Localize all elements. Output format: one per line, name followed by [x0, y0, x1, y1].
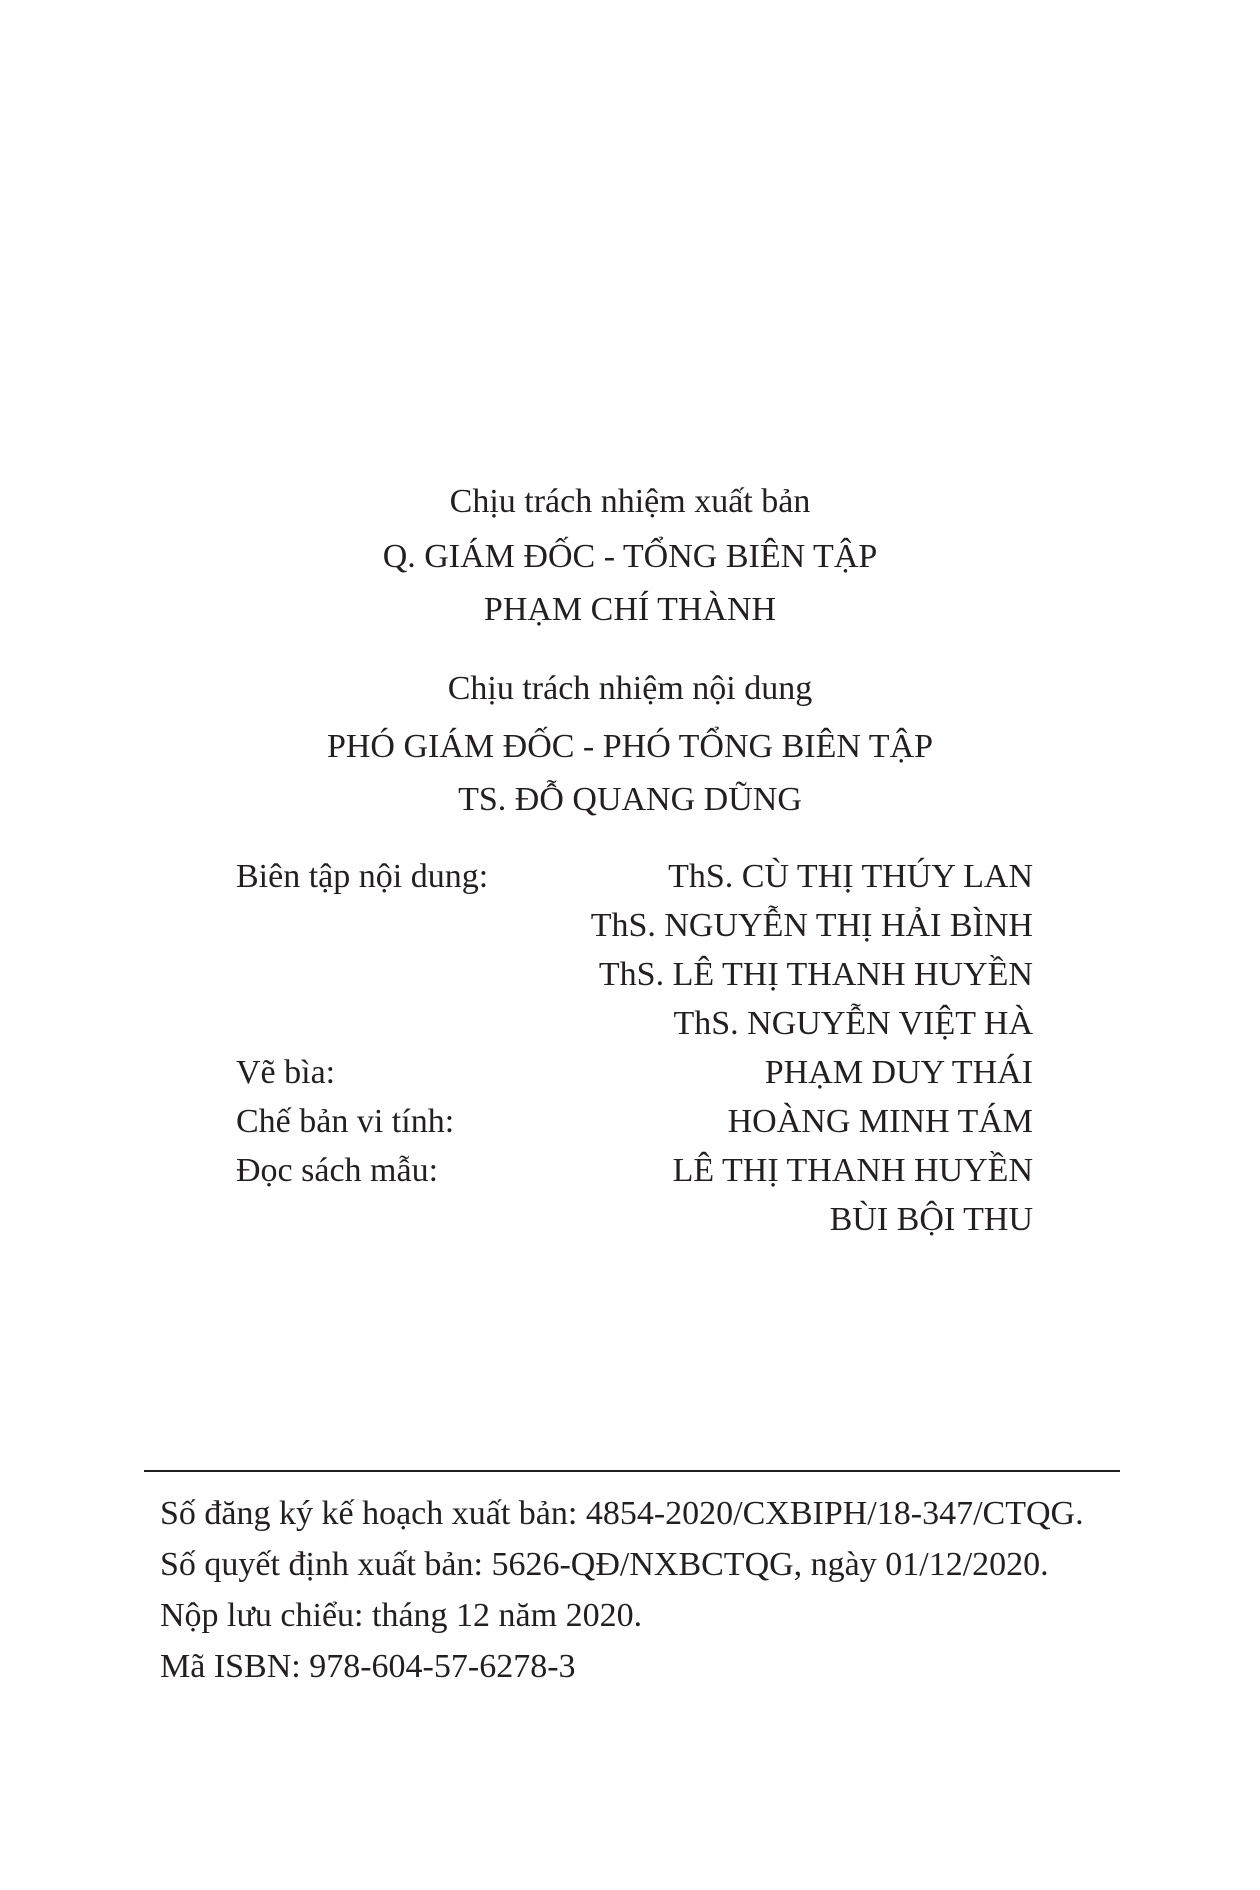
- colophon-divider: [144, 1470, 1120, 1472]
- registration-line: Số đăng ký kế hoạch xuất bản: 4854-2020/CXBIPH/18-347/CTQG.: [160, 1495, 1084, 1532]
- publishing-responsibility-heading: Chịu trách nhiệm xuất bản: [449, 483, 811, 520]
- proofreader-name: BÙI BỘI THU: [829, 1201, 1033, 1238]
- publishing-responsibility-title: Q. GIÁM ĐỐC - TỔNG BIÊN TẬP: [382, 538, 878, 575]
- content-responsibility-name: TS. ĐỖ QUANG DŨNG: [458, 781, 802, 818]
- content-responsibility-title: PHÓ GIÁM ĐỐC - PHÓ TỔNG BIÊN TẬP: [326, 728, 934, 765]
- typesetter-name: HOÀNG MINH TÁM: [727, 1103, 1033, 1140]
- proofreader-name: LÊ THỊ THANH HUYỀN: [672, 1152, 1033, 1189]
- editor-name: ThS. LÊ THỊ THANH HUYỀN: [598, 956, 1033, 993]
- content-responsibility-heading: Chịu trách nhiệm nội dung: [447, 670, 813, 707]
- cover-designer-name: PHẠM DUY THÁI: [764, 1054, 1033, 1091]
- publishing-responsibility-name: PHẠM CHÍ THÀNH: [483, 591, 777, 628]
- typesetting-label: Chế bản vi tính:: [236, 1103, 455, 1140]
- isbn-line: Mã ISBN: 978-604-57-6278-3: [160, 1648, 576, 1685]
- proofreading-label: Đọc sách mẫu:: [236, 1152, 439, 1189]
- editor-name: ThS. CÙ THỊ THÚY LAN: [668, 858, 1033, 895]
- cover-label: Vẽ bìa:: [236, 1054, 336, 1091]
- editors-label: Biên tập nội dung:: [236, 858, 489, 895]
- editor-name: ThS. NGUYỄN THỊ HẢI BÌNH: [590, 907, 1033, 944]
- deposit-line: Nộp lưu chiểu: tháng 12 năm 2020.: [160, 1597, 643, 1634]
- editor-name: ThS. NGUYỄN VIỆT HÀ: [673, 1005, 1033, 1042]
- decision-line: Số quyết định xuất bản: 5626-QĐ/NXBCTQG, ngày 01/12/2020.: [160, 1546, 1049, 1583]
